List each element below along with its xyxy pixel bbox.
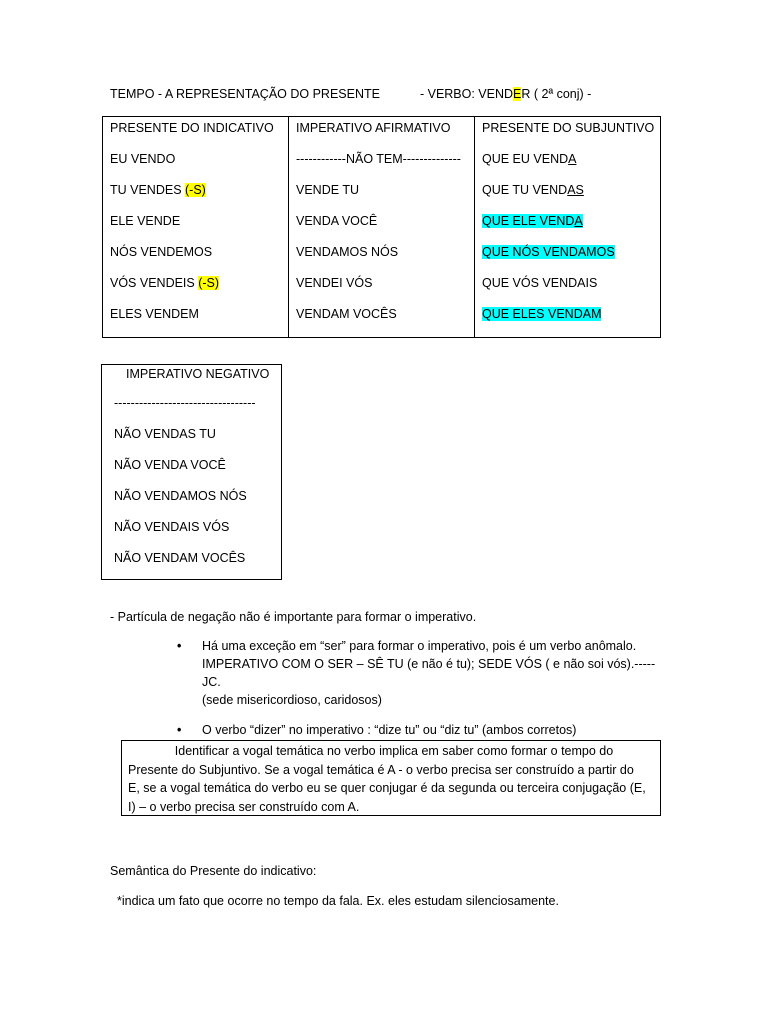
header-imperativo: IMPERATIVO AFIRMATIVO <box>296 121 451 135</box>
title-left: TEMPO - A REPRESENTAÇÃO DO PRESENTE <box>110 87 380 101</box>
title-verb-suffix: R ( 2ª conj) - <box>521 87 592 101</box>
note-negacao: - Partícula de negação não é importante para formar o imperativo. <box>110 610 477 624</box>
table-cell: QUE ELES VENDAM <box>482 307 602 321</box>
list-item: NÃO VENDAMOS NÓS <box>114 489 247 503</box>
negativo-header: IMPERATIVO NEGATIVO <box>126 367 270 381</box>
table-cell: VENDA VOCÊ <box>296 214 378 228</box>
table-cell: VÓS VENDEIS (-S) <box>110 276 220 290</box>
conjugation-table <box>102 116 661 338</box>
table-cell: NÓS VENDEMOS <box>110 245 213 259</box>
bullet-list <box>175 637 675 739</box>
list-item: • O verbo “dizer” no imperativo : “dize tu” ou “diz tu” (ambos corretos) <box>177 723 577 737</box>
list-item: NÃO VENDAS TU <box>114 427 216 441</box>
col-subjuntivo <box>475 117 661 338</box>
negativo-divider: ---------------------------------- <box>114 396 256 410</box>
table-cell: QUE TU VENDAS <box>482 183 584 197</box>
page-title <box>110 87 591 101</box>
col-imperativo <box>289 117 475 338</box>
vogal-tematica-box: Identificar a vogal temática no verbo implica em saber como formar o tempo do Presente do Subjuntivo. Se a vogal temática é A - o verbo precisa ser construído a partir do E, se a vogal temática do verbo eu se quer conjugar é da segunda ou terceira conjugação (E, I) – o verbo precisa ser construído com A. <box>121 740 661 816</box>
table-cell: QUE VÓS VENDAIS <box>482 276 598 290</box>
bullet-icon: • <box>177 639 182 653</box>
list-item: • Há uma exceção em “ser” para formar o imperativo, pois é um verbo anômalo. IMPERATIVO COM O SER – SÊ TU (e não é tu); SEDE VÓS ( e não soi vós).----- JC. (sede misericordioso, caridosos) <box>177 639 656 707</box>
semantica-text: *indica um fato que ocorre no tempo da fala. Ex. eles estudam silenciosamente. <box>117 894 559 908</box>
title-verb-highlight: E <box>513 87 522 101</box>
title-verb-prefix: - VERBO: VEND <box>419 87 514 101</box>
table-cell: EU VENDO <box>110 152 176 166</box>
table-cell: ELE VENDE <box>110 214 181 228</box>
list-item: NÃO VENDA VOCÊ <box>114 458 226 472</box>
col-indicativo <box>103 117 289 338</box>
table-cell: QUE EU VENDA <box>482 152 577 166</box>
bullet-icon: • <box>177 723 182 737</box>
imperativo-negativo-box <box>101 364 282 580</box>
semantica-title: Semântica do Presente do indicativo: <box>110 864 317 878</box>
table-cell: VENDAMOS NÓS <box>296 245 399 259</box>
list-item: NÃO VENDAIS VÓS <box>114 520 230 534</box>
table-cell: VENDEI VÓS <box>296 276 373 290</box>
table-cell: ------------NÃO TEM-------------- <box>296 152 461 166</box>
table-cell: ELES VENDEM <box>110 307 199 321</box>
table-cell: VENDAM VOCÊS <box>296 307 397 321</box>
list-item: NÃO VENDAM VOCÊS <box>114 551 246 565</box>
table-cell: VENDE TU <box>296 183 359 197</box>
header-subjuntivo: PRESENTE DO SUBJUNTIVO <box>482 121 655 135</box>
table-cell: QUE NÓS VENDAMOS <box>482 245 615 259</box>
header-indicativo: PRESENTE DO INDICATIVO <box>110 121 274 135</box>
table-cell: TU VENDES (-S) <box>110 183 206 197</box>
table-cell: QUE ELE VENDA <box>482 214 583 228</box>
